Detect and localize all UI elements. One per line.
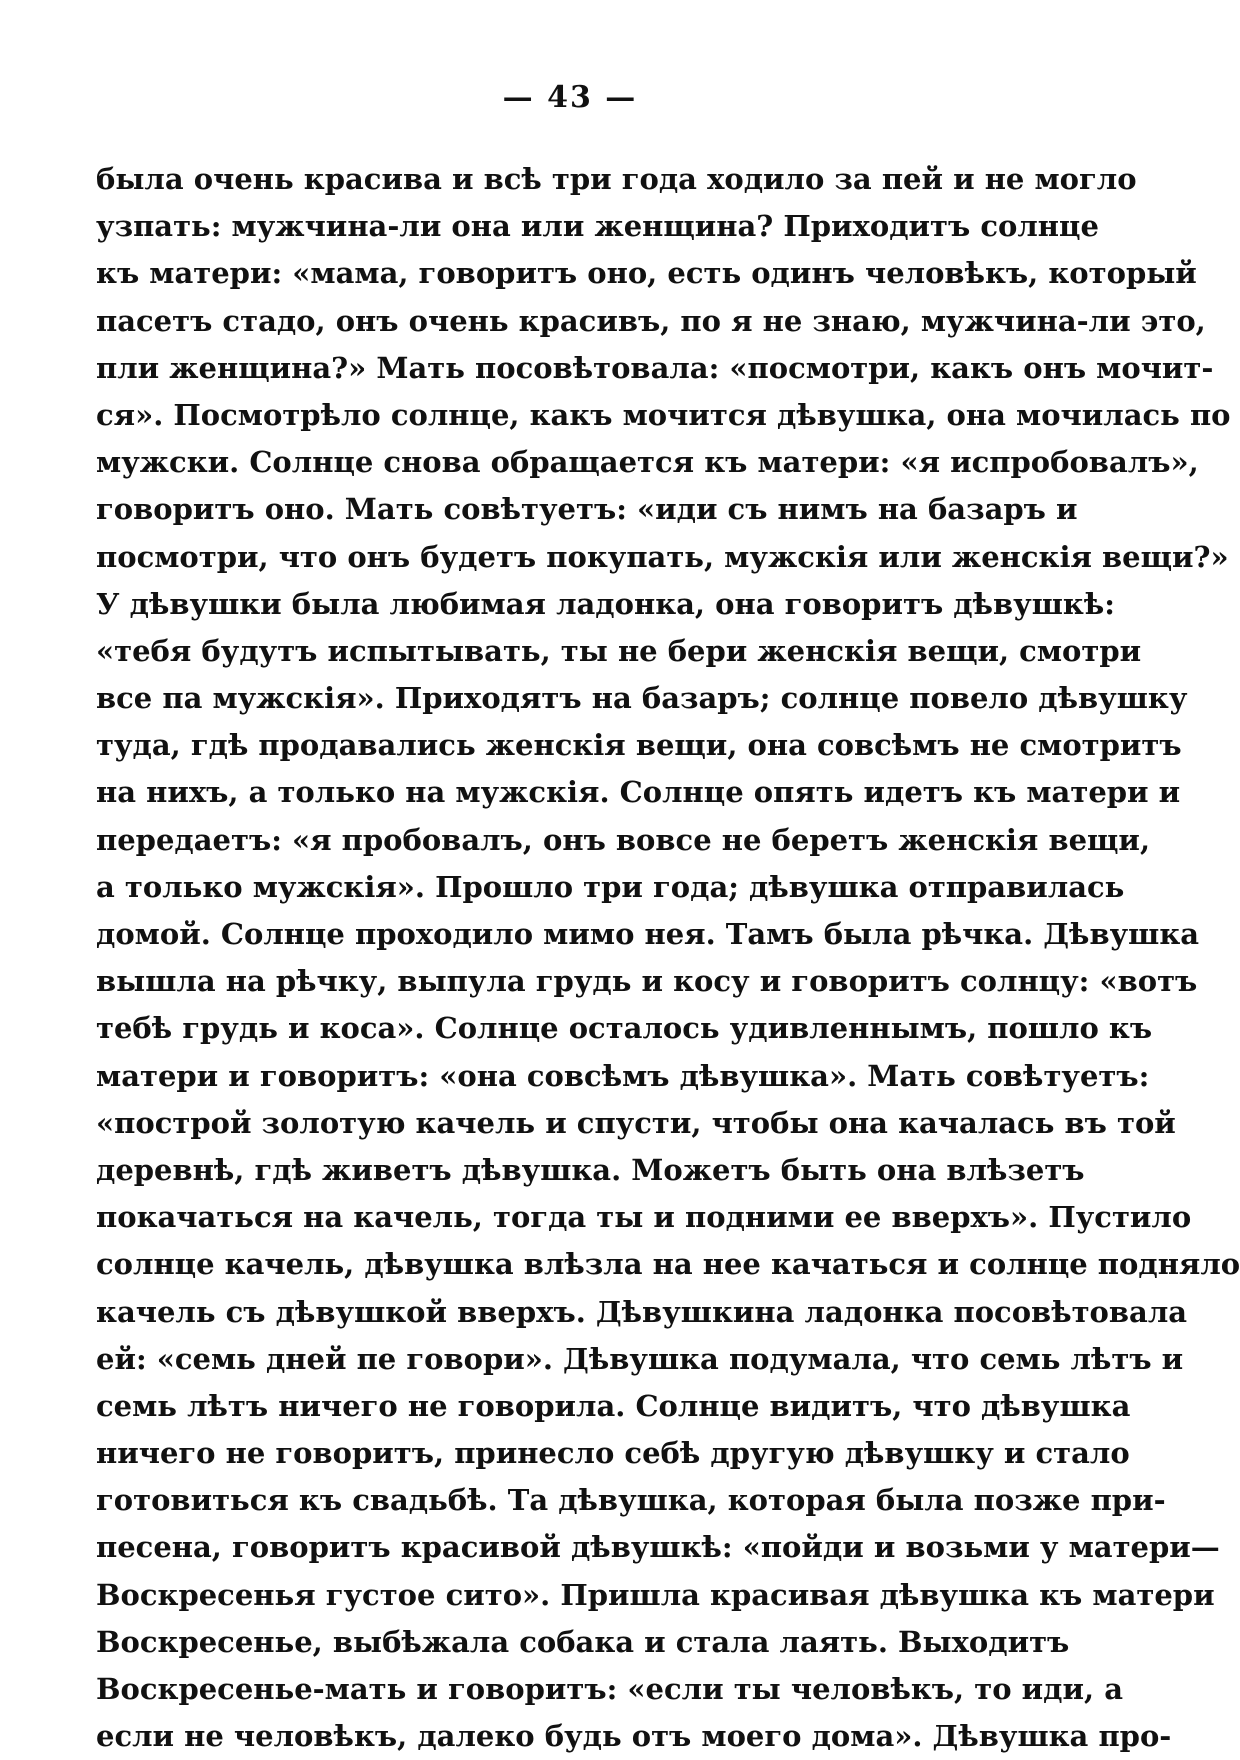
text-line: семь лѣтъ ничего не говорила. Солнце видитъ, что дѣвушка <box>96 1388 1131 1423</box>
text-line: мужски. Солнце снова обращается къ матери: «я испробовалъ», <box>96 445 1199 480</box>
text-line: къ матери: «мама, говоритъ оно, есть одинъ человѣкъ, который <box>96 256 1197 291</box>
body-text <box>96 156 1240 1760</box>
text-line: пли женщина?» Мать посовѣтовала: «посмотри, какъ онъ мочит- <box>96 350 1214 385</box>
text-line: была очень красива и всѣ три года ходило за пей и не могло <box>96 162 1137 196</box>
text-line: если не человѣкъ, далеко будь отъ моего дома». Дѣвушка про- <box>96 1719 1172 1754</box>
text-line: песена, говоритъ красивой дѣвушкѣ: «пойди и возьми у матери— <box>96 1530 1220 1565</box>
text-line: узпать: мужчина-ли она или женщина? Приходитъ солнце <box>96 209 1099 244</box>
text-line: солнце качель, дѣвушка влѣзла на нее качаться и солнце подняло <box>96 1247 1240 1282</box>
text-line: готовиться къ свадьбѣ. Та дѣвушка, которая была позже при- <box>96 1483 1166 1518</box>
text-line: все па мужскія». Приходятъ на базаръ; солнце повело дѣвушку <box>96 681 1188 716</box>
text-line: ей: «семь дней пе говори». Дѣвушка подумала, что семь лѣтъ и <box>96 1341 1184 1376</box>
text-line: матери и говоритъ: «она совсѣмъ дѣвушка». Мать совѣтуетъ: <box>96 1058 1150 1093</box>
text-line: У дѣвушки была любимая ладонка, она говоритъ дѣвушкѣ: <box>96 586 1115 621</box>
text-line: на нихъ, а только на мужскія. Солнце опять идетъ къ матери и <box>96 775 1181 810</box>
text-line: «тебя будутъ испытывать, ты не бери женскія вещи, смотри <box>96 633 1142 668</box>
text-line: Воскресенья густое сито». Пришла красивая дѣвушка къ матери <box>96 1577 1215 1612</box>
text-line: тебѣ грудь и коса». Солнце осталось удивленнымъ, пошло къ <box>96 1011 1153 1046</box>
text-line: а только мужскія». Прошло три года; дѣвушка отправилась <box>96 869 1125 904</box>
text-line: Воскресенье, выбѣжала собака и стала лаять. Выходитъ <box>96 1624 1070 1659</box>
text-line: вышла на рѣчку, выпула грудь и косу и говоритъ солнцу: «вотъ <box>96 964 1198 999</box>
text-line: говоритъ оно. Мать совѣтуетъ: «иди съ нимъ на базаръ и <box>96 492 1078 527</box>
text-line: качель съ дѣвушкой вверхъ. Дѣвушкина ладонка посовѣтовала <box>96 1294 1188 1329</box>
text-line: посмотри, что онъ будетъ покупать, мужскія или женскія вещи?» <box>96 539 1229 574</box>
text-line: покачаться на качель, тогда ты и подними ее вверхъ». Пустило <box>96 1200 1192 1235</box>
text-line: Воскресенье-мать и говоритъ: «если ты человѣкъ, то иди, а <box>96 1672 1123 1706</box>
text-line: передаетъ: «я пробовалъ, онъ вовсе не беретъ женскія вещи, <box>96 822 1151 857</box>
text-line: ся». Посмотрѣло солнце, какъ мочится дѣвушка, она мочилась по <box>96 397 1231 432</box>
page-number: — 43 — <box>502 80 638 115</box>
text-line: ничего не говоритъ, принесло себѣ другую дѣвушку и стало <box>96 1436 1130 1471</box>
text-line: домой. Солнце проходило мимо нея. Тамъ была рѣчка. Дѣвушка <box>96 917 1200 951</box>
text-line: деревнѣ, гдѣ живетъ дѣвушка. Можетъ быть она влѣзетъ <box>96 1152 1085 1187</box>
text-line: «построй золотую качель и спусти, чтобы она качалась въ той <box>96 1105 1176 1140</box>
text-line: пасетъ стадо, онъ очень красивъ, по я не знаю, мужчина-ли это, <box>96 303 1206 338</box>
text-line: туда, гдѣ продавались женскія вещи, она совсѣмъ не смотритъ <box>96 728 1182 763</box>
